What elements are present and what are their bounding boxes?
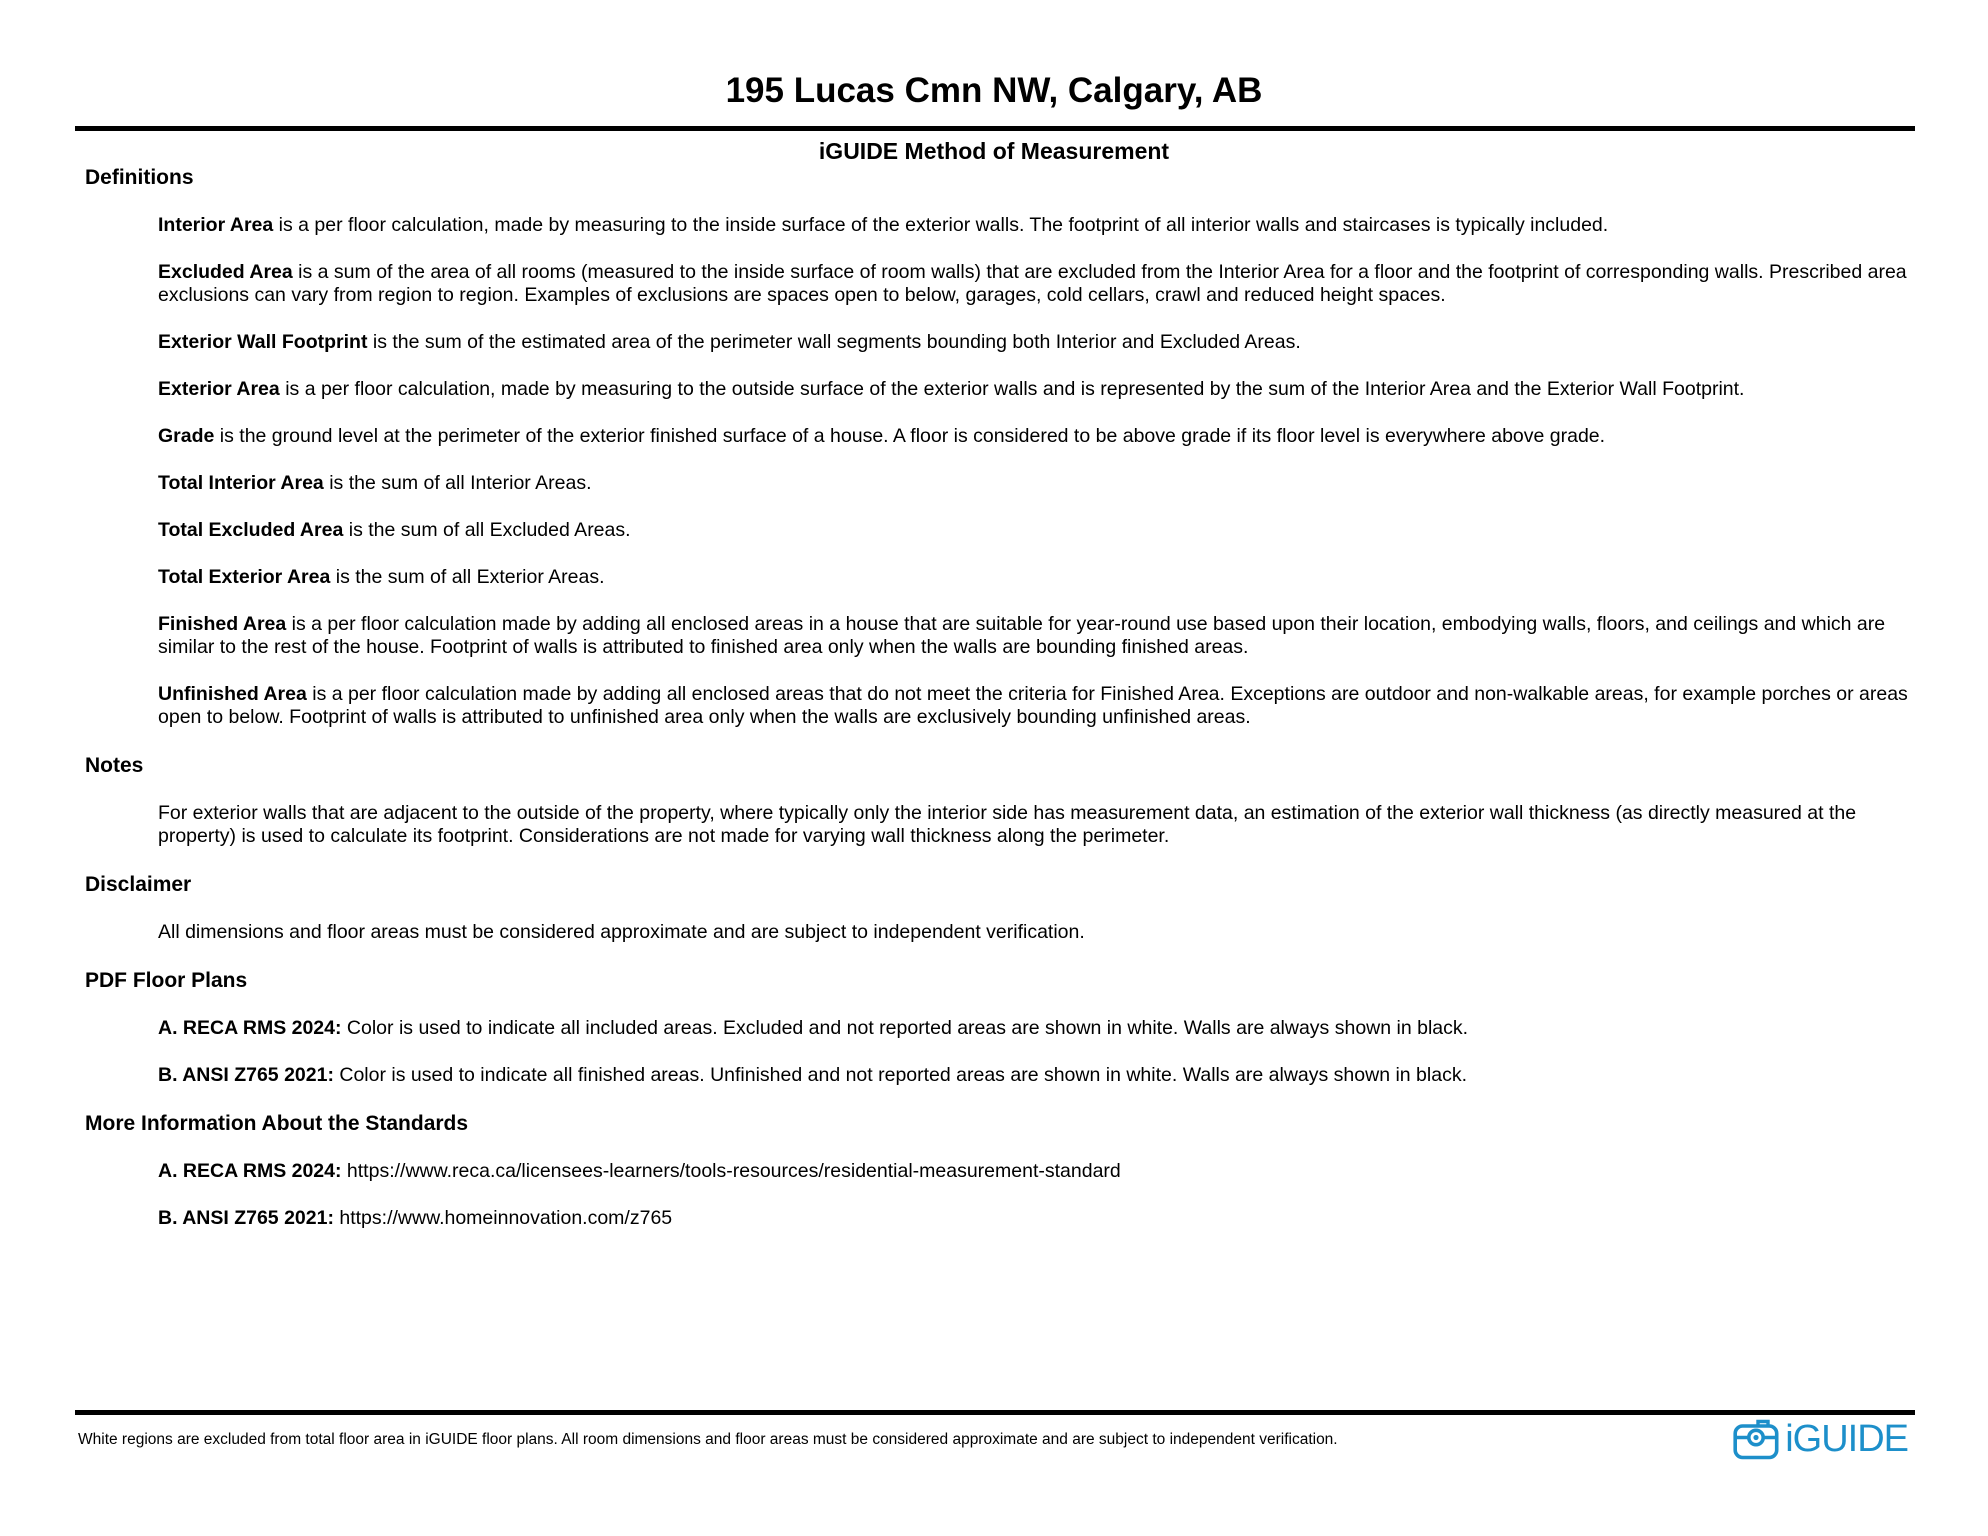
iguide-logo-text: iGUIDE: [1785, 1418, 1908, 1460]
paragraph: [158, 1207, 1920, 1230]
paragraph: [158, 519, 1920, 542]
paragraph-text: is a per floor calculation, made by measuring to the inside surface of the exterior walls. The footprint of all interior walls and staircases is typically included.: [278, 214, 1609, 236]
paragraph-text: is the sum of all Excluded Areas.: [348, 519, 631, 541]
paragraph-term: Excluded Area: [158, 261, 293, 283]
paragraph-term: Exterior Wall Footprint: [158, 331, 368, 353]
paragraph-text: All dimensions and floor areas must be considered approximate and are subject to independent verification.: [158, 921, 1085, 943]
paragraph-term: Total Exterior Area: [158, 566, 331, 588]
paragraph-term: B. ANSI Z765 2021:: [158, 1064, 334, 1086]
paragraph-text: For exterior walls that are adjacent to the outside of the property, where typically only the interior side has measurement data, an estimation of the exterior wall thickness (as directly measured at the property) is used to calculate its footprint. Considerations are not made for varying wall thickness along the perimeter.: [158, 802, 1857, 847]
paragraph-term: B. ANSI Z765 2021:: [158, 1207, 334, 1229]
paragraph-text: is a per floor calculation made by adding all enclosed areas in a house that are suitable for year-round use based upon their location, embodying walls, floors, and ceilings and which are similar to the rest of the house. Footprint of walls is attributed to finished area only when the walls are bounding finished areas.: [158, 613, 1886, 658]
paragraph-text: Color is used to indicate all included areas. Excluded and not reported areas are shown in white. Walls are always shown in black.: [346, 1017, 1469, 1039]
paragraph-text: is the sum of all Exterior Areas.: [335, 566, 605, 588]
paragraph: [158, 1017, 1920, 1040]
paragraph: [158, 378, 1920, 401]
paragraph: [158, 214, 1920, 237]
paragraph-text: is the ground level at the perimeter of the exterior finished surface of a house. A floor is considered to be above grade if its floor level is everywhere above grade.: [219, 425, 1606, 447]
paragraph-text: is a per floor calculation, made by measuring to the outside surface of the exterior walls and is represented by the sum of the Interior Area and the Exterior Wall Footprint.: [285, 378, 1745, 400]
footer: [0, 1418, 1988, 1460]
paragraph-term: Total Excluded Area: [158, 519, 344, 541]
paragraph-term: Exterior Area: [158, 378, 280, 400]
section-heading-more-information-about-the-standards: More Information About the Standards: [85, 1112, 469, 1135]
paragraph: [158, 802, 1920, 848]
header-divider: [75, 126, 1915, 131]
paragraph: [158, 472, 1920, 495]
paragraph-text: is the sum of all Interior Areas.: [329, 472, 592, 494]
paragraph: [158, 1064, 1920, 1087]
footer-divider: [75, 1410, 1915, 1415]
paragraph-text: https://www.reca.ca/licensees-learners/tools-resources/residential-measurement-standard: [346, 1160, 1121, 1182]
section-heading-notes: Notes: [85, 754, 144, 777]
iguide-logo: [1733, 1418, 1908, 1460]
paragraph: [158, 613, 1920, 659]
paragraph-text: is a sum of the area of all rooms (measured to the inside surface of room walls) that are excluded from the Interior Area for a floor and the footprint of corresponding walls. Prescribed area exclusions can vary from region to region. Examples of exclusions are spaces open to below, garages, cold cellars, crawl and reduced height spaces.: [158, 261, 1907, 306]
paragraph-term: Interior Area: [158, 214, 274, 236]
paragraph: [158, 1160, 1920, 1183]
paragraph: [158, 261, 1920, 307]
paragraph-text: Color is used to indicate all finished areas. Unfinished and not reported areas are shown in white. Walls are always shown in black.: [339, 1064, 1467, 1086]
paragraph-text: is a per floor calculation made by adding all enclosed areas that do not meet the criteria for Finished Area. Exceptions are outdoor and non-walkable areas, for example porches or areas open to below. Footprint of walls is attributed to unfinished area only when the walls are exclusively bounding unfinished areas.: [158, 683, 1908, 728]
paragraph-term: Unfinished Area: [158, 683, 307, 705]
paragraph: [158, 566, 1920, 589]
paragraph: [158, 683, 1920, 729]
page-subtitle: iGUIDE Method of Measurement: [818, 138, 1170, 164]
paragraph: [158, 921, 1920, 944]
page-title: 195 Lucas Cmn NW, Calgary, AB: [725, 71, 1263, 110]
iguide-camera-icon: [1733, 1418, 1779, 1460]
document-body: [0, 165, 1988, 1230]
paragraph-term: Total Interior Area: [158, 472, 324, 494]
paragraph-term: Finished Area: [158, 613, 287, 635]
paragraph: [158, 425, 1920, 448]
footer-note: White regions are excluded from total floor area in iGUIDE floor plans. All room dimensions and floor areas must be considered approximate and are subject to independent verification.: [78, 1430, 1338, 1448]
section-heading-pdf-floor-plans: PDF Floor Plans: [85, 969, 248, 992]
paragraph-text: is the sum of the estimated area of the perimeter wall segments bounding both Interior and Excluded Areas.: [372, 331, 1301, 353]
paragraph-term: A. RECA RMS 2024:: [158, 1017, 342, 1039]
section-heading-disclaimer: Disclaimer: [85, 873, 192, 896]
paragraph-text: https://www.homeinnovation.com/z765: [339, 1207, 673, 1229]
paragraph-term: Grade: [158, 425, 215, 447]
section-heading-definitions: Definitions: [85, 166, 194, 189]
paragraph-term: A. RECA RMS 2024:: [158, 1160, 342, 1182]
paragraph: [158, 331, 1920, 354]
